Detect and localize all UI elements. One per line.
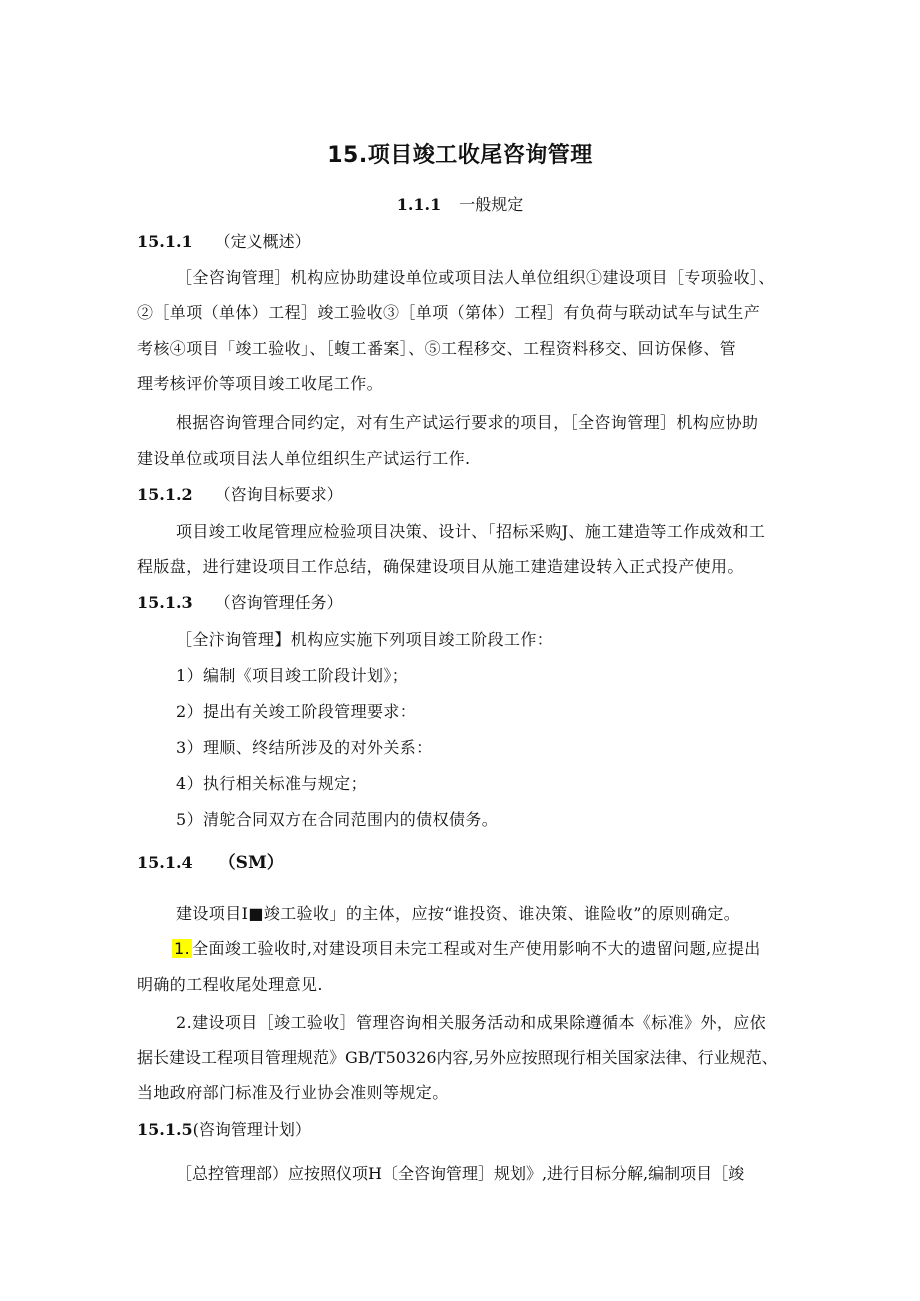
paragraph-line: 建设单位或项目法人单位组织生产试运行工作.	[137, 449, 471, 468]
section-label: （SM）	[218, 853, 284, 873]
list-item: 5）清鸵合同双方在合同范围内的债权债务。	[176, 810, 499, 829]
section-label: (咨询管理计划）	[192, 1120, 311, 1139]
paragraph-line: 2.建设项目［竣工验收］管理咨询相关服务活动和成果除遵循本《标准》外，应依	[176, 1013, 767, 1032]
paragraph-line: ②［单项（单体）工程］竣工验收③［单项（第体）工程］有负荷与联动试车与试生产	[137, 303, 761, 322]
paragraph-line: 根据咨询管理合同约定，对有生产试运行要求的项目，［全咨询管理］机构应协助	[176, 413, 759, 432]
section-heading-15-1-2	[137, 482, 343, 505]
section-label: （咨询管理任务）	[214, 593, 343, 612]
highlight-marker: 1.	[174, 939, 191, 958]
list-item: 2）提出有关竣工阶段管理要求：	[176, 702, 417, 721]
section-number: 15.1.1	[137, 232, 193, 251]
paragraph-line: 当地政府部门标准及行业协会准则等规定。	[137, 1083, 449, 1102]
paragraph-line-highlighted	[172, 936, 761, 959]
paragraph-line: 建设项目I■竣工验收」的主体，应按“谁投资、谁决策、谁险收”的原则确定。	[176, 904, 741, 923]
list-item: 4）执行相关标准与规定；	[176, 774, 367, 793]
list-item: 3）理顺、终结所涉及的对外关系：	[176, 738, 433, 757]
subsection-number: 1.1.1	[396, 195, 442, 214]
paragraph-line: 程版盘，进行建设项目工作总结，确保建设项目从施工建造建设转入正式投产使用。	[137, 557, 744, 576]
section-number: 15.1.4	[137, 853, 193, 872]
list-item: 1）编制《项目竣工阶段计划》；	[176, 666, 409, 685]
paragraph-line: 明确的工程收尾处理意见.	[137, 975, 323, 994]
paragraph-line: 项目竣工收尾管理应检验项目决策、设计、「招标采购J、施工建造等工作成效和工	[176, 522, 766, 541]
paragraph-text: 全面竣工验收时,对建设项目未完工程或对生产使用影响不大的遗留问题,应提出	[192, 939, 761, 958]
page-title: 15.项目竣工收尾咨询管理	[327, 143, 593, 168]
section-number: 15.1.3	[137, 593, 193, 612]
paragraph-line: 考核④项目「竣工验收」、［蝮工番案］、⑤工程移交、工程资料移交、回访保修、管	[137, 339, 737, 358]
paragraph-line: ［全咨询管理］机构应协助建设单位或项目法人单位组织①建设项目［专项验收］、	[176, 268, 775, 287]
paragraph-line: ［总控管理部）应按照仪项H〔全咨询管理］规划》,进行目标分解,编制项目［竣	[176, 1164, 745, 1183]
section-label: （咨询目标要求）	[214, 485, 343, 504]
section-number: 15.1.2	[137, 485, 193, 504]
subsection-label: 一般规定	[459, 195, 524, 214]
section-heading-15-1-3	[137, 590, 343, 613]
section-label: （定义概述）	[214, 232, 311, 251]
section-number: 15.1.5	[137, 1120, 193, 1139]
section-heading-15-1-1	[137, 229, 311, 252]
subsection-heading	[0, 192, 920, 215]
paragraph-line: 据长建设工程项目管理规范》GB/T50326内容,另外应按照现行相关国家法律、行业规范、	[137, 1048, 778, 1067]
paragraph-line: ［全汴询管理】机构应实施下列项目竣工阶段工作：	[176, 630, 554, 649]
paragraph-line: 理考核评价等项目竣工收尾工作。	[137, 374, 384, 393]
section-heading-15-1-5	[137, 1117, 311, 1140]
section-heading-15-1-4	[137, 848, 284, 873]
